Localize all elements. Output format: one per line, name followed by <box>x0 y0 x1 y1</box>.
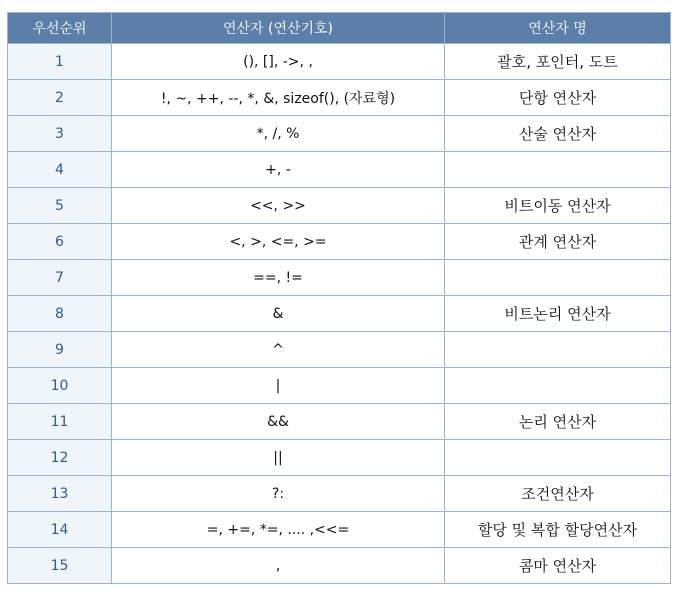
operators-cell: *, /, % <box>112 116 445 152</box>
operators-cell: ?: <box>112 476 445 512</box>
table-body <box>8 44 671 584</box>
operator-name-cell <box>445 368 671 404</box>
rank-cell: 12 <box>8 440 112 476</box>
operator-name-cell: 할당 및 복합 할당연산자 <box>445 512 671 548</box>
operators-cell: | <box>112 368 445 404</box>
operator-name-cell: 산술 연산자 <box>445 116 671 152</box>
operator-name-cell <box>445 440 671 476</box>
rank-cell: 14 <box>8 512 112 548</box>
table-row <box>8 152 671 188</box>
operators-cell: <, >, <=, >= <box>112 224 445 260</box>
rank-cell: 13 <box>8 476 112 512</box>
operators-cell: || <box>112 440 445 476</box>
operators-cell: ^ <box>112 332 445 368</box>
operators-cell: =, +=, *=, .... ,<<= <box>112 512 445 548</box>
rank-cell: 5 <box>8 188 112 224</box>
table-row <box>8 404 671 440</box>
table-row <box>8 368 671 404</box>
operator-name-cell: 비트논리 연산자 <box>445 296 671 332</box>
operator-name-cell <box>445 332 671 368</box>
table-row <box>8 224 671 260</box>
operator-name-cell <box>445 152 671 188</box>
header-operator-name: 연산자 명 <box>445 13 671 44</box>
header-row <box>8 13 671 44</box>
operator-name-cell: 조건연산자 <box>445 476 671 512</box>
table-row <box>8 44 671 80</box>
rank-cell: 9 <box>8 332 112 368</box>
operators-cell: !, ~, ++, --, *, &, sizeof(), (자료형) <box>112 80 445 116</box>
rank-cell: 11 <box>8 404 112 440</box>
operators-cell: , <box>112 548 445 584</box>
rank-cell: 15 <box>8 548 112 584</box>
operator-precedence-table <box>7 12 671 584</box>
table-row <box>8 80 671 116</box>
table-row <box>8 476 671 512</box>
operator-name-cell <box>445 260 671 296</box>
table-row <box>8 260 671 296</box>
rank-cell: 10 <box>8 368 112 404</box>
rank-cell: 3 <box>8 116 112 152</box>
operators-cell: (), [], ->, , <box>112 44 445 80</box>
rank-cell: 7 <box>8 260 112 296</box>
table-header <box>8 13 671 44</box>
rank-cell: 6 <box>8 224 112 260</box>
operators-cell: && <box>112 404 445 440</box>
rank-cell: 8 <box>8 296 112 332</box>
table-row <box>8 116 671 152</box>
operator-name-cell: 괄호, 포인터, 도트 <box>445 44 671 80</box>
operator-name-cell: 비트이동 연산자 <box>445 188 671 224</box>
operator-name-cell: 논리 연산자 <box>445 404 671 440</box>
operator-name-cell: 관계 연산자 <box>445 224 671 260</box>
operator-name-cell: 단항 연산자 <box>445 80 671 116</box>
table-row <box>8 188 671 224</box>
header-operators: 연산자 (연산기호) <box>112 13 445 44</box>
rank-cell: 4 <box>8 152 112 188</box>
rank-cell: 2 <box>8 80 112 116</box>
operators-cell: <<, >> <box>112 188 445 224</box>
operator-name-cell: 콤마 연산자 <box>445 548 671 584</box>
header-rank: 우선순위 <box>8 13 112 44</box>
rank-cell: 1 <box>8 44 112 80</box>
table-row <box>8 548 671 584</box>
table-row <box>8 440 671 476</box>
table-row <box>8 296 671 332</box>
operators-cell: & <box>112 296 445 332</box>
table-row <box>8 332 671 368</box>
table-row <box>8 512 671 548</box>
operators-cell: +, - <box>112 152 445 188</box>
operators-cell: ==, != <box>112 260 445 296</box>
